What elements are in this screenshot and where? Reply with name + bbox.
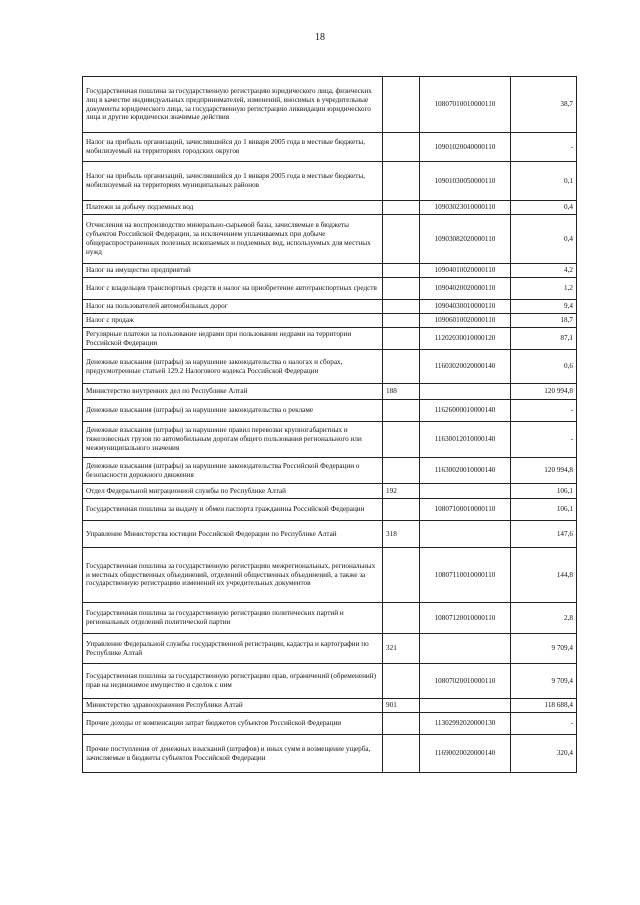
cell-admin [383, 735, 420, 773]
cell-amount: 9,4 [511, 300, 577, 314]
cell-name: Налог на прибыль организаций, зачислявшийся до 1 января 2005 года в местные бюджеты, мобилизуемый на территориях муниципальных районов [83, 162, 383, 201]
cell-code: 10807010010000110 [420, 77, 511, 133]
cell-name: Налог с продаж [83, 314, 383, 328]
cell-amount: 147,6 [511, 521, 577, 548]
table-row [83, 384, 577, 400]
cell-code: 10904010020000110 [420, 264, 511, 278]
cell-admin [383, 458, 420, 484]
cell-name: Денежные взыскания (штрафы) за нарушение правил перевозки крупногабаритных и тяжеловесных грузов по автомобильным дорогам общего пользования регионального или межмуниципального значения [83, 422, 383, 458]
cell-amount: 0,1 [511, 162, 577, 201]
table-row [83, 458, 577, 484]
cell-admin [383, 499, 420, 521]
table-row [83, 664, 577, 699]
cell-amount: 106,1 [511, 484, 577, 499]
table-row [83, 713, 577, 735]
cell-admin [383, 300, 420, 314]
cell-code: 10904030010000110 [420, 300, 511, 314]
cell-admin [383, 350, 420, 384]
page-number: 18 [315, 32, 325, 43]
revenue-table [82, 76, 577, 773]
cell-amount: 38,7 [511, 77, 577, 133]
table-row [83, 300, 577, 314]
cell-name: Министерство внутренних дел по Республике Алтай [83, 384, 383, 400]
table-row [83, 328, 577, 350]
table-row [83, 484, 577, 499]
cell-code [420, 484, 511, 499]
cell-name: Министерство здравоохранения Республики Алтай [83, 699, 383, 713]
table-body [83, 77, 577, 773]
cell-code: 11630012010000140 [420, 422, 511, 458]
cell-admin [383, 713, 420, 735]
cell-amount: - [511, 713, 577, 735]
cell-name: Государственная пошлина за государственную регистрацию прав, ограничений (обременений) прав на недвижимое имущество и сделок с ним [83, 664, 383, 699]
table-row [83, 634, 577, 664]
table-row [83, 422, 577, 458]
table-row [83, 215, 577, 264]
table-row [83, 603, 577, 634]
cell-amount: - [511, 400, 577, 422]
table-row [83, 735, 577, 773]
cell-admin [383, 664, 420, 699]
cell-code: 11690020020000140 [420, 735, 511, 773]
cell-name: Регулярные платежи за пользование недрами при пользовании недрами на территории Российской Федерации [83, 328, 383, 350]
cell-amount: 0,4 [511, 201, 577, 215]
cell-amount: 1,2 [511, 278, 577, 300]
cell-name: Платежи за добычу подземных вод [83, 201, 383, 215]
table-row [83, 162, 577, 201]
cell-name: Денежные взыскания (штрафы) за нарушение законодательства Российской Федерации о безопасности дорожного движения [83, 458, 383, 484]
table-row [83, 499, 577, 521]
cell-amount: 320,4 [511, 735, 577, 773]
cell-admin [383, 201, 420, 215]
cell-admin [383, 422, 420, 458]
cell-admin: 321 [383, 634, 420, 664]
cell-name: Прочие доходы от компенсации затрат бюджетов субъектов Российской Федерации [83, 713, 383, 735]
cell-name: Денежные взыскания (штрафы) за нарушение законодательства о рекламе [83, 400, 383, 422]
cell-admin [383, 314, 420, 328]
cell-admin [383, 278, 420, 300]
table-row [83, 314, 577, 328]
cell-code: 10807110010000110 [420, 548, 511, 603]
cell-amount: - [511, 422, 577, 458]
cell-name: Отдел Федеральной миграционной службы по Республике Алтай [83, 484, 383, 499]
cell-admin [383, 77, 420, 133]
cell-admin [383, 215, 420, 264]
table-row [83, 521, 577, 548]
table-row [83, 77, 577, 133]
cell-code: 10903023010000110 [420, 201, 511, 215]
cell-name: Управление Федеральной службы государственной регистрации, кадастра и картографии по Республике Алтай [83, 634, 383, 664]
cell-code [420, 521, 511, 548]
cell-name: Государственная пошлина за государственную регистрацию юридического лица, физических лиц в качестве индивидуальных предпринимателей, изменений, вносимых в учредительные документы юридического лица, за государственную регистрацию ликвидации юридического лица и другие юридически значимые действия [83, 77, 383, 133]
cell-name: Налог с владельцев транспортных средств и налог на приобретение автотранспортных средств [83, 278, 383, 300]
table-row [83, 201, 577, 215]
cell-amount: 0,4 [511, 215, 577, 264]
cell-amount: 144,8 [511, 548, 577, 603]
table-row [83, 548, 577, 603]
cell-code: 10906010020000110 [420, 314, 511, 328]
cell-admin [383, 328, 420, 350]
cell-name: Государственная пошлина за государственную регистрацию политических партий и региональных отделений политической партии [83, 603, 383, 634]
cell-code: 11603020020000140 [420, 350, 511, 384]
cell-admin [383, 133, 420, 162]
cell-amount: 120 994,8 [511, 458, 577, 484]
cell-code: 11302992020000130 [420, 713, 511, 735]
cell-admin [383, 400, 420, 422]
table-row [83, 400, 577, 422]
cell-admin: 188 [383, 384, 420, 400]
cell-name: Налог на имущество предприятий [83, 264, 383, 278]
cell-name: Государственная пошлина за государственную регистрацию межрегиональных, региональных и местных общественных объединений, отделений общественных объединений, а также за государственную регистрацию изменений их учредительных документов [83, 548, 383, 603]
cell-amount: 2,8 [511, 603, 577, 634]
cell-amount: 0,6 [511, 350, 577, 384]
cell-code: 10807120010000110 [420, 603, 511, 634]
table-row [83, 133, 577, 162]
cell-name: Денежные взыскания (штрафы) за нарушение законодательства о налогах и сборах, предусмотренные статьей 129.2 Налогового кодекса Российской Федерации [83, 350, 383, 384]
cell-admin [383, 603, 420, 634]
cell-code: 10901030050000110 [420, 162, 511, 201]
cell-admin: 192 [383, 484, 420, 499]
cell-amount: 106,1 [511, 499, 577, 521]
cell-code: 10807020010000110 [420, 664, 511, 699]
cell-name: Налог на пользователей автомобильных дорог [83, 300, 383, 314]
cell-name: Управление Министерства юстиции Российской Федерации по Республике Алтай [83, 521, 383, 548]
cell-code: 11626000010000140 [420, 400, 511, 422]
cell-code: 10807100010000110 [420, 499, 511, 521]
table-row [83, 350, 577, 384]
cell-code [420, 699, 511, 713]
cell-code: 10903082020000110 [420, 215, 511, 264]
cell-amount: 118 688,4 [511, 699, 577, 713]
table-row [83, 278, 577, 300]
cell-code [420, 384, 511, 400]
table-row [83, 699, 577, 713]
cell-name: Отчисления на воспроизводство минерально-сырьевой базы, зачисляемые в бюджеты субъектов Российской Федерации, за исключением уплачиваемых при добыче общераспространенных полезных ископаемых и подземных вод, используемых для местных нужд [83, 215, 383, 264]
cell-code: 10901020040000110 [420, 133, 511, 162]
cell-name: Налог на прибыль организаций, зачислявшийся до 1 января 2005 года в местные бюджеты, мобилизуемый на территориях городских округов [83, 133, 383, 162]
cell-admin [383, 264, 420, 278]
cell-amount: 4,2 [511, 264, 577, 278]
cell-amount: 9 709,4 [511, 634, 577, 664]
cell-amount: - [511, 133, 577, 162]
cell-amount: 18,7 [511, 314, 577, 328]
cell-amount: 87,1 [511, 328, 577, 350]
cell-admin: 318 [383, 521, 420, 548]
table-row [83, 264, 577, 278]
cell-name: Прочие поступления от денежных взысканий (штрафов) и иных сумм в возмещение ущерба, зачисляемые в бюджеты субъектов Российской Федерации [83, 735, 383, 773]
cell-name: Государственная пошлина за выдачу и обмен паспорта гражданина Российской Федерации [83, 499, 383, 521]
cell-code: 11630020010000140 [420, 458, 511, 484]
cell-admin [383, 548, 420, 603]
cell-amount: 120 994,8 [511, 384, 577, 400]
cell-admin [383, 162, 420, 201]
cell-code [420, 634, 511, 664]
cell-code: 11202030010000120 [420, 328, 511, 350]
cell-admin: 901 [383, 699, 420, 713]
cell-amount: 9 709,4 [511, 664, 577, 699]
cell-code: 10904020020000110 [420, 278, 511, 300]
